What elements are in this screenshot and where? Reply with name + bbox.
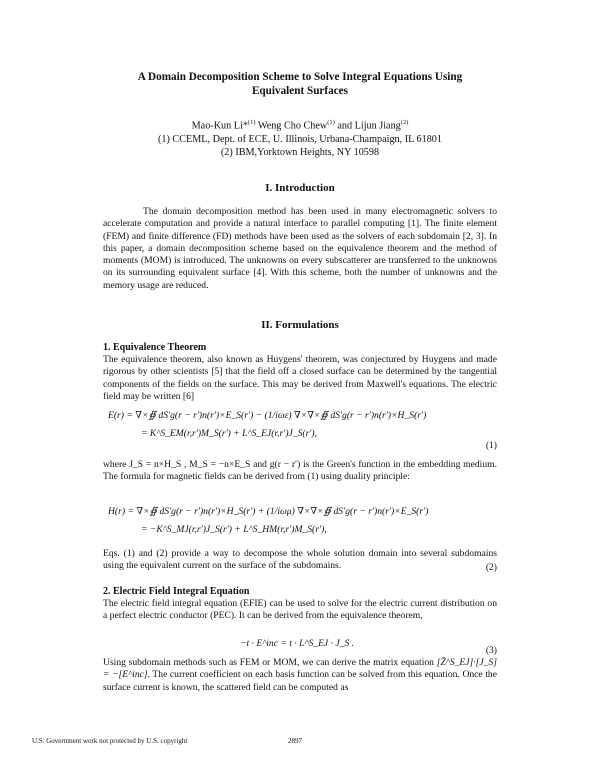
title-line-2: Equivalent Surfaces — [251, 85, 349, 97]
author-2-sup: (1) — [327, 119, 335, 126]
equation-2-number: (2) — [485, 562, 497, 573]
equivalence-paragraph: The equivalence theorem, also known as Huygens' theorem, was conjectured by Huygens and made rigorous by other scientists [5] that the field off a closed surface can be determined by the tangential components of the fields on the surface. This may be derived from Maxwell's equations. The electric field may be written [6] — [103, 354, 497, 402]
after-eq3-text-b: . The current coefficient on each basis function can be solved from this equation. Once the surface current is known, the scattered field can be computed as — [103, 669, 497, 693]
equation-1 — [108, 409, 508, 441]
authors-block — [60, 116, 540, 160]
equivalence-heading: 1. Equivalence Theorem — [103, 342, 207, 353]
intro-heading: I. Introduction — [265, 182, 335, 194]
equation-2-line-2: = −K^S_MJ(r,r′)J_S(r′) + L^S_HM(r,r′)M_S(r′), — [141, 524, 327, 535]
efie-paragraph: The electric field integral equation (EFIE) can be used to solve for the electric current distribution on a perfect electric conductor (PEC). It can be derived from the equivalence theorem, — [103, 598, 497, 622]
intro-paragraph: The domain decomposition method has been used in many electromagnetic solvers to accelerate computation and provide a natural interface to parallel computing [1]. The finite element (FEM) and finite difference (FD) methods have been used as the solvers of each subdomain [2, 3]. In this paper, a domain decomposition scheme based on the equivalence theorem and the method of moments (MOM) is introduced. The unknowns on every subscatterer are transferred to the unknowns on its surrounding equivalent surface [4]. With this scheme, both the number of unknowns and the memory usage are reduced. — [103, 206, 497, 291]
equation-3-number: (3) — [485, 645, 497, 656]
equation-1-line-2: = K^S_EM(r,r′)M_S(r′) + L^S_EJ(r,r′)J_S(r′), — [141, 428, 317, 439]
affiliation-2: (2) IBM,Yorktown Heights, NY 10598 — [220, 147, 380, 159]
author-3: and Lijun Jiang — [334, 120, 401, 132]
equation-2-line-1: H(r) = ∇×∯ dS′g(r − r′)n(r′)×H_S(r′) + (1/iωμ) ∇×∇×∯ dS′g(r − r′)n(r′)×E_S(r′) — [108, 506, 429, 517]
where-paragraph: where J_S = n×H_S , M_S = −n×E_S and g(r − r′) is the Green's function in the embedding medium. The formula for magnetic fields can be derived from (1) using duality principle: — [103, 459, 497, 483]
efie-heading: 2. Electric Field Integral Equation — [103, 586, 250, 597]
author-1-sup: (1) — [247, 119, 256, 126]
after-equation-2-paragraph: Eqs. (1) and (2) provide a way to decompose the whole solution domain into several subdomains using the equivalent current on the surface of the subdomains. — [103, 548, 497, 572]
matrix-equation: [Z̄^S_EJ]·[J_S] = −[E^inc] — [103, 657, 497, 681]
equation-3: −t · E^inc = t · L^S_EJ · J_S . — [240, 638, 355, 649]
author-3-sup: (2) — [400, 119, 409, 126]
title-line-1: A Domain Decomposition Scheme to Solve Integral Equations Using — [137, 71, 463, 83]
paper-title — [60, 70, 540, 98]
after-equation-3-paragraph — [103, 657, 497, 694]
equation-1-number: (1) — [485, 440, 497, 451]
copyright-notice: U.S. Government work not protected by U.S. copyright — [32, 737, 188, 745]
after-eq3-text-a: Using subdomain methods such as FEM or MOM, we can derive the matrix equation — [103, 657, 434, 668]
formulations-heading: II. Formulations — [261, 319, 339, 331]
page-number: 2897 — [288, 737, 302, 745]
author-1: Mao-Kun Li* — [191, 120, 248, 132]
equation-2 — [108, 505, 508, 537]
equation-1-line-1: E(r) = ∇×∯ dS′g(r − r′)n(r′)×E_S(r′) − (1/iωε) ∇×∇×∯ dS′g(r − r′)n(r′)×H_S(r′) — [108, 410, 427, 421]
affiliation-1: (1) CCEML, Dept. of ECE, U. Illinois, Urbana-Champaign, IL 61801 — [158, 133, 442, 145]
author-2: Weng Cho Chew — [255, 120, 328, 132]
